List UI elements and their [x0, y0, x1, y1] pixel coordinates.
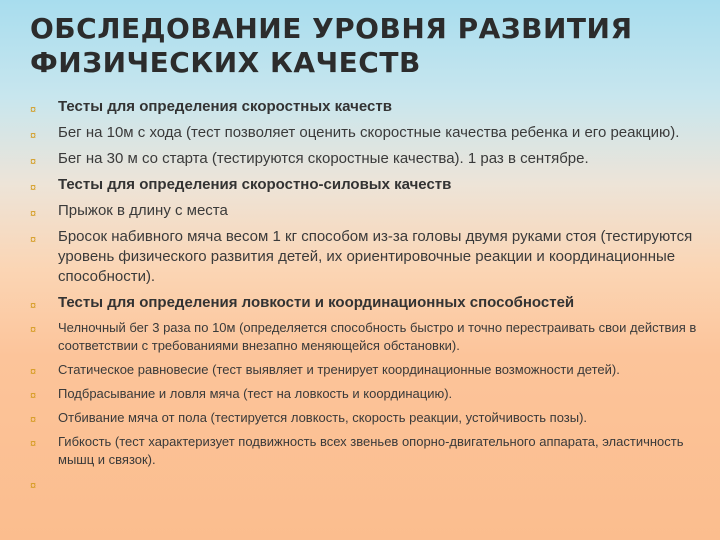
list-item-text: Прыжок в длину с места [58, 202, 228, 219]
bullet-icon: ¤ [30, 480, 37, 492]
bullet-icon: ¤ [30, 130, 37, 142]
list-item [30, 319, 705, 355]
list-item [30, 361, 705, 379]
bullet-icon: ¤ [30, 300, 37, 312]
list-item-text: Подбрасывание и ловля мяча (тест на ловкость и координацию). [58, 386, 453, 401]
bullet-icon: ¤ [30, 366, 37, 378]
list-item-text: Отбивание мяча от пола (тестируется ловкость, скорость реакции, устойчивость позы). [58, 410, 588, 425]
bullet-icon: ¤ [30, 234, 37, 246]
section-heading [30, 293, 705, 313]
list-item [30, 227, 705, 287]
section-heading [30, 175, 705, 195]
list-item-text: Тесты для определения скоростных качеств [58, 98, 392, 115]
bullet-icon: ¤ [30, 414, 37, 426]
bullet-icon: ¤ [30, 156, 37, 168]
list-item [30, 149, 705, 169]
list-item [30, 385, 705, 403]
list-item-text: Бег на 30 м со старта (тестируются скоростные качества). 1 раз в сентябре. [58, 150, 589, 167]
list-item-text: Тесты для определения скоростно-силовых качеств [58, 176, 452, 193]
bullet-icon: ¤ [30, 438, 37, 450]
list-item [30, 123, 705, 143]
list-item [30, 201, 705, 221]
bullet-icon: ¤ [30, 182, 37, 194]
bullet-icon: ¤ [30, 208, 37, 220]
bullet-icon: ¤ [30, 390, 37, 402]
slide-title-line-2: ФИЗИЧЕСКИХ КАЧЕСТВ [30, 46, 421, 79]
list-item-text: Челночный бег 3 раза по 10м (определяется способность быстро и точно перестраивать свои действия в соответствии с требованиями внезапно меняющейся обстановки). [58, 320, 697, 353]
list-item-text: Тесты для определения ловкости и координационных способностей [58, 294, 575, 311]
list-item [30, 409, 705, 427]
list-item [30, 433, 705, 469]
list-item-text: Бросок набивного мяча весом 1 кг способом из-за головы двумя руками стоя (тестируются уровень физического развития детей, их ориентировочные реакции и координационные способности). [58, 228, 693, 285]
list-item-text: Гибкость (тест характеризует подвижность всех звеньев опорно-двигательного аппарата, эластичность мышц и связок). [58, 434, 684, 467]
bullet-icon: ¤ [30, 104, 37, 116]
list-item [30, 475, 705, 493]
list-item-text: Бег на 10м с хода (тест позволяет оценить скоростные качества ребенка и его реакцию). [58, 124, 680, 141]
bullet-list [30, 97, 705, 499]
section-heading [30, 97, 705, 117]
slide-title [30, 12, 700, 80]
list-item-text: Статическое равновесие (тест выявляет и тренирует координационные возможности детей). [58, 362, 620, 377]
slide-title-line-1: ОБСЛЕДОВАНИЕ УРОВНЯ РАЗВИТИЯ [30, 12, 633, 45]
bullet-icon: ¤ [30, 324, 37, 336]
